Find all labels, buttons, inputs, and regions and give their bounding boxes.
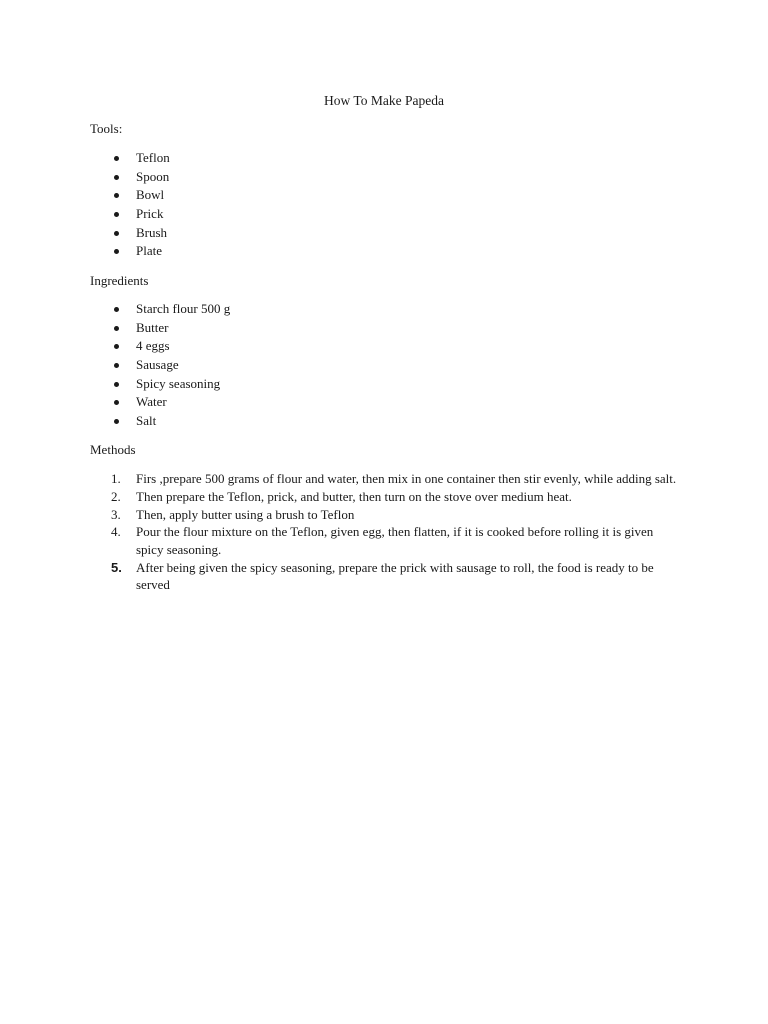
ingredients-item-label: Salt bbox=[136, 413, 157, 429]
tools-item-label: Prick bbox=[136, 206, 164, 222]
bullet-icon bbox=[114, 363, 119, 368]
ingredients-list bbox=[90, 300, 230, 431]
tools-item-label: Teflon bbox=[136, 150, 170, 165]
tools-item-label: Brush bbox=[136, 224, 168, 240]
document-title: How To Make Papeda bbox=[324, 93, 444, 108]
tools-list-item bbox=[90, 168, 170, 187]
step-text: Firs ,prepare 500 grams of flour and water, then mix in one container then stir evenly, while adding salt. bbox=[136, 471, 677, 486]
ingredients-item-label: 4 eggs bbox=[136, 338, 170, 354]
step-number: 3. bbox=[111, 506, 121, 522]
step-text: After being given the spicy seasoning, prepare the prick with sausage to roll, the food is ready to be served bbox=[136, 559, 654, 593]
bullet-icon bbox=[114, 231, 119, 236]
tools-item-label: Plate bbox=[136, 243, 162, 259]
bullet-icon bbox=[114, 175, 119, 180]
bullet-icon bbox=[114, 249, 119, 254]
ingredients-item-label: Butter bbox=[136, 319, 169, 335]
bullet-icon bbox=[114, 193, 119, 198]
step-text: Then prepare the Teflon, prick, and butter, then turn on the stove over medium heat. bbox=[136, 488, 572, 504]
bullet-icon bbox=[114, 212, 119, 217]
ingredients-list-item bbox=[90, 337, 230, 356]
step-text: Pour the flour mixture on the Teflon, given egg, then flatten, if it is cooked before rolling it is given spicy seasoning. bbox=[136, 524, 654, 557]
bullet-icon bbox=[114, 344, 119, 349]
methods-step bbox=[90, 559, 680, 594]
tools-item-label: Spoon bbox=[136, 168, 170, 184]
tools-list-item bbox=[90, 205, 170, 224]
ingredients-list-item bbox=[90, 356, 230, 375]
ingredients-item-label: Water bbox=[136, 394, 167, 410]
step-text: Then, apply butter using a brush to Teflon bbox=[136, 506, 355, 522]
tools-list-item bbox=[90, 224, 170, 243]
ingredients-list-item bbox=[90, 375, 230, 394]
ingredients-list-item bbox=[90, 300, 230, 319]
tools-list-item bbox=[90, 242, 170, 261]
tools-item-label: Bowl bbox=[136, 187, 165, 203]
step-number: 1. bbox=[111, 471, 121, 486]
tools-list-item bbox=[90, 149, 170, 168]
methods-heading: Methods bbox=[90, 442, 136, 457]
ingredients-list-item bbox=[90, 319, 230, 338]
methods-step bbox=[90, 506, 680, 524]
bullet-icon bbox=[114, 419, 119, 424]
ingredients-item-label: Sausage bbox=[136, 357, 179, 373]
step-number: 2. bbox=[111, 488, 121, 504]
bullet-icon bbox=[114, 400, 119, 405]
methods-step bbox=[90, 523, 680, 558]
step-number: 4. bbox=[111, 524, 121, 540]
bullet-icon bbox=[114, 307, 119, 312]
tools-heading: Tools: bbox=[90, 121, 123, 136]
tools-list-item bbox=[90, 186, 170, 205]
bullet-icon bbox=[114, 156, 119, 161]
ingredients-list-item bbox=[90, 412, 230, 431]
tools-list bbox=[90, 149, 170, 261]
ingredients-item-label: Spicy seasoning bbox=[136, 375, 221, 391]
bullet-icon bbox=[114, 326, 119, 331]
methods-step bbox=[90, 470, 680, 488]
methods-step bbox=[90, 488, 680, 506]
ingredients-list-item bbox=[90, 393, 230, 412]
ingredients-item-label: Starch flour 500 g bbox=[136, 301, 231, 316]
methods-list bbox=[90, 470, 680, 594]
bullet-icon bbox=[114, 382, 119, 387]
ingredients-heading: Ingredients bbox=[90, 273, 149, 288]
step-number: 5. bbox=[111, 559, 122, 575]
